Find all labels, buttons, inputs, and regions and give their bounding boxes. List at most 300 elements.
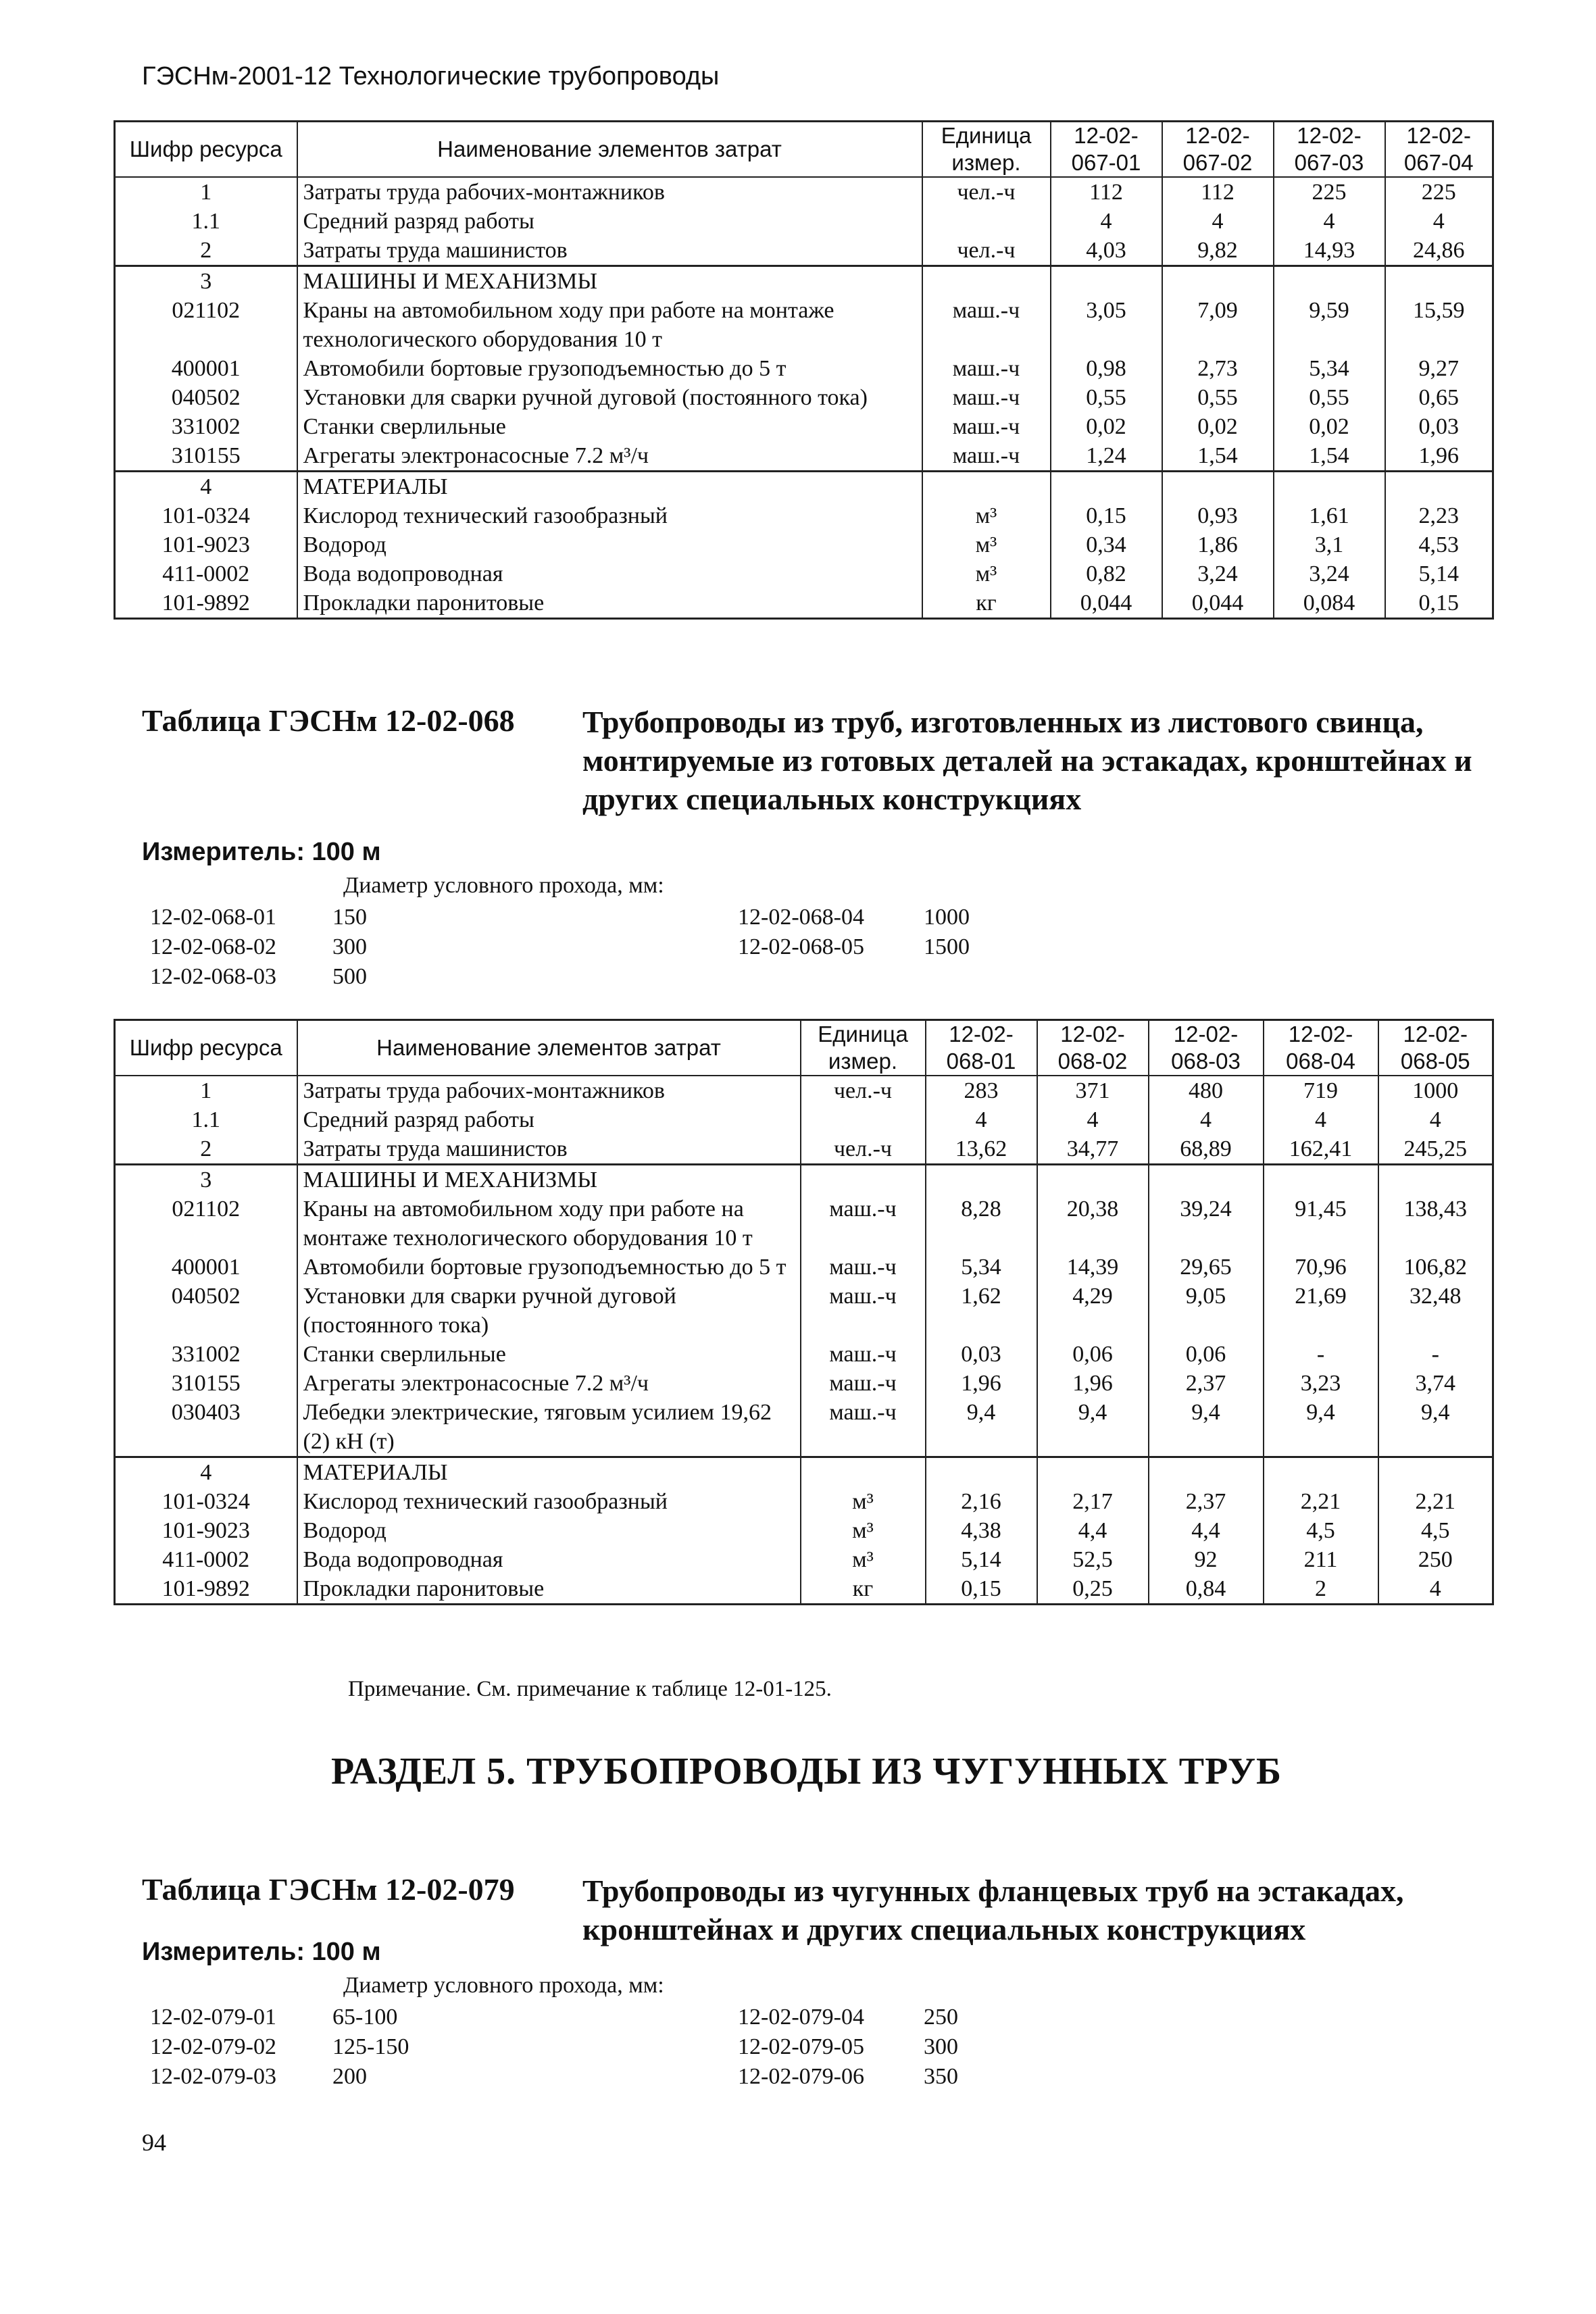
value-cell: 3,23	[1264, 1369, 1378, 1398]
diameter-value: 250	[924, 2005, 958, 2030]
cost-item-name: Затраты труда машинистов	[297, 236, 922, 266]
value-cell: 0,02	[1051, 412, 1162, 441]
value-cell: 34,77	[1037, 1134, 1149, 1165]
value-cell: 2,17	[1037, 1487, 1149, 1516]
norm-code: 12-02-079-01	[150, 2005, 276, 2030]
value-cell	[1378, 1165, 1493, 1195]
value-cell: 15,59	[1385, 296, 1493, 354]
cost-item-name: Станки сверлильные	[297, 1340, 801, 1369]
value-cell: 211	[1264, 1545, 1378, 1574]
resource-code: 040502	[115, 383, 297, 412]
resource-code: 021102	[115, 296, 297, 354]
value-cell: 4	[1378, 1574, 1493, 1605]
value-cell: 1,24	[1051, 441, 1162, 472]
running-header: ГЭСНм-2001-12 Технологические трубопроводы	[142, 62, 720, 91]
value-cell: -	[1264, 1340, 1378, 1369]
unit: кг	[922, 588, 1051, 619]
resource-code: 1.1	[115, 1105, 297, 1134]
value-cell: 4,38	[926, 1516, 1037, 1545]
cost-item-name: Средний разряд работы	[297, 1105, 801, 1134]
resource-code: 1	[115, 177, 297, 207]
value-cell: 4	[1385, 207, 1493, 236]
cost-item-name: Установки для сварки ручной дуговой (постоянного тока)	[297, 383, 922, 412]
norm-code: 12-02-068-01	[150, 905, 276, 930]
cost-item-name: Водород	[297, 1516, 801, 1545]
unit: маш.-ч	[922, 441, 1051, 472]
resource-code: 040502	[115, 1282, 297, 1340]
value-cell: 0,15	[1051, 501, 1162, 530]
unit: маш.-ч	[801, 1340, 926, 1369]
value-cell: 2,16	[926, 1487, 1037, 1516]
cost-item-name: Вода водопроводная	[297, 1545, 801, 1574]
diameter-value: 65-100	[332, 2005, 398, 2030]
resource-code: 2	[115, 1134, 297, 1165]
table-row	[115, 296, 1493, 354]
value-cell: 162,41	[1264, 1134, 1378, 1165]
col-code-header: 12-02-068-01	[926, 1020, 1037, 1076]
norm-code: 12-02-079-06	[738, 2064, 864, 2089]
unit: м³	[922, 530, 1051, 559]
value-cell: 3,24	[1162, 559, 1274, 588]
value-cell: 9,27	[1385, 354, 1493, 383]
unit: чел.-ч	[801, 1134, 926, 1165]
diameter-value: 300	[924, 2034, 958, 2059]
resource-code: 101-9023	[115, 1516, 297, 1545]
table-note: Примечание. См. примечание к таблице 12-01-125.	[348, 1677, 832, 1701]
value-cell: 4,03	[1051, 236, 1162, 266]
table-row	[115, 1516, 1493, 1545]
value-cell: 4	[1037, 1105, 1149, 1134]
col-code-header: 12-02-067-01	[1051, 122, 1162, 178]
value-cell: 3,05	[1051, 296, 1162, 354]
value-cell: 24,86	[1385, 236, 1493, 266]
table-row	[115, 472, 1493, 502]
value-cell: 112	[1051, 177, 1162, 207]
cost-item-name: Установки для сварки ручной дуговой (постоянного тока)	[297, 1282, 801, 1340]
cost-item-name: Вода водопроводная	[297, 559, 922, 588]
value-cell: 5,14	[926, 1545, 1037, 1574]
cost-item-name: Затраты труда рабочих-монтажников	[297, 177, 922, 207]
value-cell: 2,23	[1385, 501, 1493, 530]
table-079-title: Трубопроводы из чугунных фланцевых труб на эстакадах, кронштейнах и других специальных конструкциях	[582, 1873, 1404, 1946]
value-cell: 8,28	[926, 1194, 1037, 1253]
value-cell: 4	[1264, 1105, 1378, 1134]
table-row	[115, 354, 1493, 383]
cost-item-name: МАТЕРИАЛЫ	[297, 472, 922, 502]
resource-code: 3	[115, 1165, 297, 1195]
unit: чел.-ч	[922, 236, 1051, 266]
resource-code: 101-0324	[115, 501, 297, 530]
table-row	[115, 412, 1493, 441]
unit	[801, 1457, 926, 1488]
unit: маш.-ч	[922, 412, 1051, 441]
value-cell: 0,98	[1051, 354, 1162, 383]
diameter-list-row	[150, 2032, 1005, 2062]
value-cell: 14,39	[1037, 1253, 1149, 1282]
resource-code: 101-0324	[115, 1487, 297, 1516]
value-cell: 1,54	[1162, 441, 1274, 472]
unit	[922, 207, 1051, 236]
cost-item-name: МАШИНЫ И МЕХАНИЗМЫ	[297, 1165, 801, 1195]
value-cell: 4,53	[1385, 530, 1493, 559]
table-row	[115, 1194, 1493, 1253]
value-cell: 112	[1162, 177, 1274, 207]
value-cell: 719	[1264, 1076, 1378, 1105]
value-cell: 39,24	[1149, 1194, 1264, 1253]
resource-code: 411-0002	[115, 559, 297, 588]
value-cell: 245,25	[1378, 1134, 1493, 1165]
table-row	[115, 177, 1493, 207]
value-cell: 3,24	[1274, 559, 1385, 588]
diameter-list-row	[150, 932, 1005, 962]
norm-code: 12-02-068-02	[150, 934, 276, 959]
diameter-value: 300	[332, 934, 367, 959]
cost-item-name: Краны на автомобильном ходу при работе на монтаже технологического оборудования 10 т	[297, 296, 922, 354]
value-cell: 9,59	[1274, 296, 1385, 354]
value-cell: 2	[1264, 1574, 1378, 1605]
value-cell: 4,4	[1149, 1516, 1264, 1545]
value-cell: 1,62	[926, 1282, 1037, 1340]
value-cell: 5,14	[1385, 559, 1493, 588]
value-cell: 9,4	[1264, 1398, 1378, 1457]
cost-item-name: Лебедки электрические, тяговым усилием 19,62 (2) кН (т)	[297, 1398, 801, 1457]
resource-code: 101-9023	[115, 530, 297, 559]
unit: чел.-ч	[922, 177, 1051, 207]
unit: маш.-ч	[922, 296, 1051, 354]
table-row	[115, 1545, 1493, 1574]
value-cell: 2,21	[1378, 1487, 1493, 1516]
cost-item-name: Затраты труда машинистов	[297, 1134, 801, 1165]
unit: маш.-ч	[801, 1398, 926, 1457]
value-cell: 1,54	[1274, 441, 1385, 472]
value-cell: 21,69	[1264, 1282, 1378, 1340]
unit: кг	[801, 1574, 926, 1605]
diameter-value: 1000	[924, 905, 970, 930]
resource-code: 1.1	[115, 207, 297, 236]
value-cell: 0,55	[1274, 383, 1385, 412]
value-cell: 0,25	[1037, 1574, 1149, 1605]
value-cell: 4	[926, 1105, 1037, 1134]
norm-code: 12-02-068-03	[150, 964, 276, 989]
unit: м³	[801, 1487, 926, 1516]
value-cell: 0,15	[1385, 588, 1493, 619]
cost-item-name: Агрегаты электронасосные 7.2 м³/ч	[297, 441, 922, 472]
meter-label: Измеритель: 100 м	[142, 1938, 381, 1966]
resource-code: 3	[115, 266, 297, 297]
value-cell: 1,96	[1385, 441, 1493, 472]
value-cell: 1,96	[926, 1369, 1037, 1398]
value-cell: 32,48	[1378, 1282, 1493, 1340]
col-code-header: 12-02-067-03	[1274, 122, 1385, 178]
value-cell: 29,65	[1149, 1253, 1264, 1282]
value-cell: 0,34	[1051, 530, 1162, 559]
value-cell: 1,61	[1274, 501, 1385, 530]
cost-item-name: Агрегаты электронасосные 7.2 м³/ч	[297, 1369, 801, 1398]
value-cell: 0,55	[1051, 383, 1162, 412]
col-unit-header: Единица измер.	[801, 1020, 926, 1076]
diameter-label: Диаметр условного прохода, мм:	[343, 1973, 664, 1998]
norm-code: 12-02-079-04	[738, 2005, 864, 2030]
value-cell: 0,02	[1162, 412, 1274, 441]
value-cell: 106,82	[1378, 1253, 1493, 1282]
cost-item-name: МАШИНЫ И МЕХАНИЗМЫ	[297, 266, 922, 297]
value-cell: 20,38	[1037, 1194, 1149, 1253]
cost-item-name: Водород	[297, 530, 922, 559]
col-unit-header: Единица измер.	[922, 122, 1051, 178]
value-cell: 13,62	[926, 1134, 1037, 1165]
table-row	[115, 266, 1493, 297]
diameter-list-row	[150, 903, 1005, 932]
value-cell	[1149, 1457, 1264, 1488]
value-cell: 250	[1378, 1545, 1493, 1574]
cost-item-name: Автомобили бортовые грузоподъемностью до 5 т	[297, 1253, 801, 1282]
value-cell: 14,93	[1274, 236, 1385, 266]
resource-code: 400001	[115, 354, 297, 383]
norm-code: 12-02-079-02	[150, 2034, 276, 2059]
value-cell: 3,74	[1378, 1369, 1493, 1398]
diameter-list-row	[150, 2003, 1005, 2032]
norm-code: 12-02-079-05	[738, 2034, 864, 2059]
value-cell: 0,93	[1162, 501, 1274, 530]
resource-code: 331002	[115, 1340, 297, 1369]
col-name-header: Наименование элементов затрат	[297, 122, 922, 178]
resource-code: 101-9892	[115, 588, 297, 619]
value-cell	[1274, 266, 1385, 297]
unit	[922, 472, 1051, 502]
value-cell	[1162, 266, 1274, 297]
table-row	[115, 1105, 1493, 1134]
value-cell: 0,06	[1037, 1340, 1149, 1369]
table-row	[115, 588, 1493, 619]
col-name-header: Наименование элементов затрат	[297, 1020, 801, 1076]
value-cell: 0,084	[1274, 588, 1385, 619]
value-cell: 2,37	[1149, 1487, 1264, 1516]
value-cell: 5,34	[926, 1253, 1037, 1282]
col-code-header: 12-02-068-03	[1149, 1020, 1264, 1076]
unit: маш.-ч	[801, 1282, 926, 1340]
value-cell: 4	[1051, 207, 1162, 236]
resource-code: 1	[115, 1076, 297, 1105]
table-079-label: Таблица ГЭСНм 12-02-079	[142, 1872, 515, 1907]
value-cell	[1378, 1457, 1493, 1488]
col-code-header: 12-02-067-04	[1385, 122, 1493, 178]
col-code-header: Шифр ресурса	[115, 1020, 297, 1076]
cost-item-name: Автомобили бортовые грузоподъемностью до 5 т	[297, 354, 922, 383]
resource-code: 331002	[115, 412, 297, 441]
value-cell: 9,4	[926, 1398, 1037, 1457]
value-cell: 4,29	[1037, 1282, 1149, 1340]
value-cell: 225	[1385, 177, 1493, 207]
diameter-label: Диаметр условного прохода, мм:	[343, 873, 664, 898]
value-cell: 4	[1149, 1105, 1264, 1134]
cost-item-name: Кислород технический газообразный	[297, 1487, 801, 1516]
table-row	[115, 207, 1493, 236]
unit: м³	[922, 501, 1051, 530]
table-row	[115, 1253, 1493, 1282]
cost-item-name: Прокладки паронитовые	[297, 588, 922, 619]
table-row	[115, 1076, 1493, 1105]
norm-code: 12-02-068-04	[738, 905, 864, 930]
unit: маш.-ч	[801, 1194, 926, 1253]
diameter-value: 150	[332, 905, 367, 930]
value-cell: 0,03	[926, 1340, 1037, 1369]
table-068-label: Таблица ГЭСНм 12-02-068	[142, 703, 515, 738]
unit	[801, 1105, 926, 1134]
section-heading: РАЗДЕЛ 5. ТРУБОПРОВОДЫ ИЗ ЧУГУННЫХ ТРУБ	[331, 1751, 1282, 1792]
table-row	[115, 1165, 1493, 1195]
value-cell: 4,5	[1378, 1516, 1493, 1545]
cost-item-name: Прокладки паронитовые	[297, 1574, 801, 1605]
value-cell: 1,96	[1037, 1369, 1149, 1398]
value-cell	[1385, 472, 1493, 502]
unit: маш.-ч	[922, 354, 1051, 383]
unit: м³	[801, 1516, 926, 1545]
value-cell: 0,044	[1051, 588, 1162, 619]
cost-item-name: Средний разряд работы	[297, 207, 922, 236]
value-cell: 0,82	[1051, 559, 1162, 588]
table-row	[115, 501, 1493, 530]
value-cell: 9,4	[1037, 1398, 1149, 1457]
col-code-header: 12-02-068-02	[1037, 1020, 1149, 1076]
value-cell: 2,37	[1149, 1369, 1264, 1398]
value-cell: 68,89	[1149, 1134, 1264, 1165]
value-cell	[1264, 1165, 1378, 1195]
value-cell: 3,1	[1274, 530, 1385, 559]
table-row	[115, 236, 1493, 266]
table-068-title: Трубопроводы из труб, изготовленных из листового свинца, монтируемые из готовых деталей на эстакадах, кронштейнах и других специальных конструкциях	[582, 705, 1472, 816]
table-row	[115, 441, 1493, 472]
value-cell: 9,4	[1149, 1398, 1264, 1457]
table-row	[115, 1457, 1493, 1488]
norm-code: 12-02-079-03	[150, 2064, 276, 2089]
value-cell: 0,03	[1385, 412, 1493, 441]
value-cell: 0,044	[1162, 588, 1274, 619]
value-cell: 92	[1149, 1545, 1264, 1574]
value-cell	[1385, 266, 1493, 297]
value-cell: 480	[1149, 1076, 1264, 1105]
value-cell: 9,05	[1149, 1282, 1264, 1340]
diameter-list-row	[150, 962, 1005, 992]
resource-code: 310155	[115, 1369, 297, 1398]
unit	[922, 266, 1051, 297]
diameter-list-068	[150, 903, 1005, 992]
value-cell: 52,5	[1037, 1545, 1149, 1574]
table-row	[115, 1340, 1493, 1369]
value-cell: 0,65	[1385, 383, 1493, 412]
unit: чел.-ч	[801, 1076, 926, 1105]
value-cell: 2,21	[1264, 1487, 1378, 1516]
value-cell: 1000	[1378, 1076, 1493, 1105]
unit: м³	[922, 559, 1051, 588]
value-cell: 0,84	[1149, 1574, 1264, 1605]
value-cell	[926, 1457, 1037, 1488]
cost-table-067	[114, 120, 1494, 620]
resource-code: 310155	[115, 441, 297, 472]
unit: маш.-ч	[801, 1369, 926, 1398]
value-cell: 5,34	[1274, 354, 1385, 383]
value-cell: 4	[1162, 207, 1274, 236]
value-cell: 371	[1037, 1076, 1149, 1105]
unit: маш.-ч	[801, 1253, 926, 1282]
value-cell: 225	[1274, 177, 1385, 207]
value-cell: 0,02	[1274, 412, 1385, 441]
value-cell	[926, 1165, 1037, 1195]
cost-item-name: Затраты труда рабочих-монтажников	[297, 1076, 801, 1105]
table-row	[115, 1369, 1493, 1398]
value-cell: 9,4	[1378, 1398, 1493, 1457]
cost-item-name: Кислород технический газообразный	[297, 501, 922, 530]
diameter-value: 1500	[924, 934, 970, 959]
diameter-list-079	[150, 2003, 1005, 2092]
table-row	[115, 530, 1493, 559]
norm-code: 12-02-068-05	[738, 934, 864, 959]
unit: маш.-ч	[922, 383, 1051, 412]
table-row	[115, 1282, 1493, 1340]
value-cell	[1037, 1165, 1149, 1195]
value-cell: 4,5	[1264, 1516, 1378, 1545]
table-row	[115, 383, 1493, 412]
table-row	[115, 1398, 1493, 1457]
resource-code: 400001	[115, 1253, 297, 1282]
col-code-header: 12-02-067-02	[1162, 122, 1274, 178]
value-cell: 0,06	[1149, 1340, 1264, 1369]
value-cell: 283	[926, 1076, 1037, 1105]
value-cell: 4	[1378, 1105, 1493, 1134]
value-cell: 1,86	[1162, 530, 1274, 559]
value-cell	[1149, 1165, 1264, 1195]
resource-code: 021102	[115, 1194, 297, 1253]
value-cell: 91,45	[1264, 1194, 1378, 1253]
resource-code: 030403	[115, 1398, 297, 1457]
diameter-value: 200	[332, 2064, 367, 2089]
unit	[801, 1165, 926, 1195]
page-number: 94	[142, 2129, 166, 2156]
cost-item-name: Станки сверлильные	[297, 412, 922, 441]
value-cell	[1264, 1457, 1378, 1488]
resource-code: 4	[115, 472, 297, 502]
value-cell: 70,96	[1264, 1253, 1378, 1282]
cost-item-name: Краны на автомобильном ходу при работе на монтаже технологического оборудования 10 т	[297, 1194, 801, 1253]
value-cell: 138,43	[1378, 1194, 1493, 1253]
resource-code: 2	[115, 236, 297, 266]
table-row	[115, 1574, 1493, 1605]
value-cell: 4	[1274, 207, 1385, 236]
value-cell: 7,09	[1162, 296, 1274, 354]
diameter-value: 350	[924, 2064, 958, 2089]
cost-item-name: МАТЕРИАЛЫ	[297, 1457, 801, 1488]
resource-code: 411-0002	[115, 1545, 297, 1574]
col-code-header: 12-02-068-04	[1264, 1020, 1378, 1076]
value-cell	[1274, 472, 1385, 502]
table-row	[115, 559, 1493, 588]
resource-code: 101-9892	[115, 1574, 297, 1605]
value-cell: 2,73	[1162, 354, 1274, 383]
value-cell: 0,15	[926, 1574, 1037, 1605]
unit: м³	[801, 1545, 926, 1574]
table-row	[115, 1134, 1493, 1165]
value-cell	[1051, 266, 1162, 297]
value-cell	[1162, 472, 1274, 502]
diameter-value: 500	[332, 964, 367, 989]
cost-table-068	[114, 1019, 1494, 1605]
col-code-header: Шифр ресурса	[115, 122, 297, 178]
meter-label: Измеритель: 100 м	[142, 838, 381, 866]
value-cell	[1037, 1457, 1149, 1488]
diameter-value: 125-150	[332, 2034, 409, 2059]
col-code-header: 12-02-068-05	[1378, 1020, 1493, 1076]
value-cell: -	[1378, 1340, 1493, 1369]
resource-code: 4	[115, 1457, 297, 1488]
